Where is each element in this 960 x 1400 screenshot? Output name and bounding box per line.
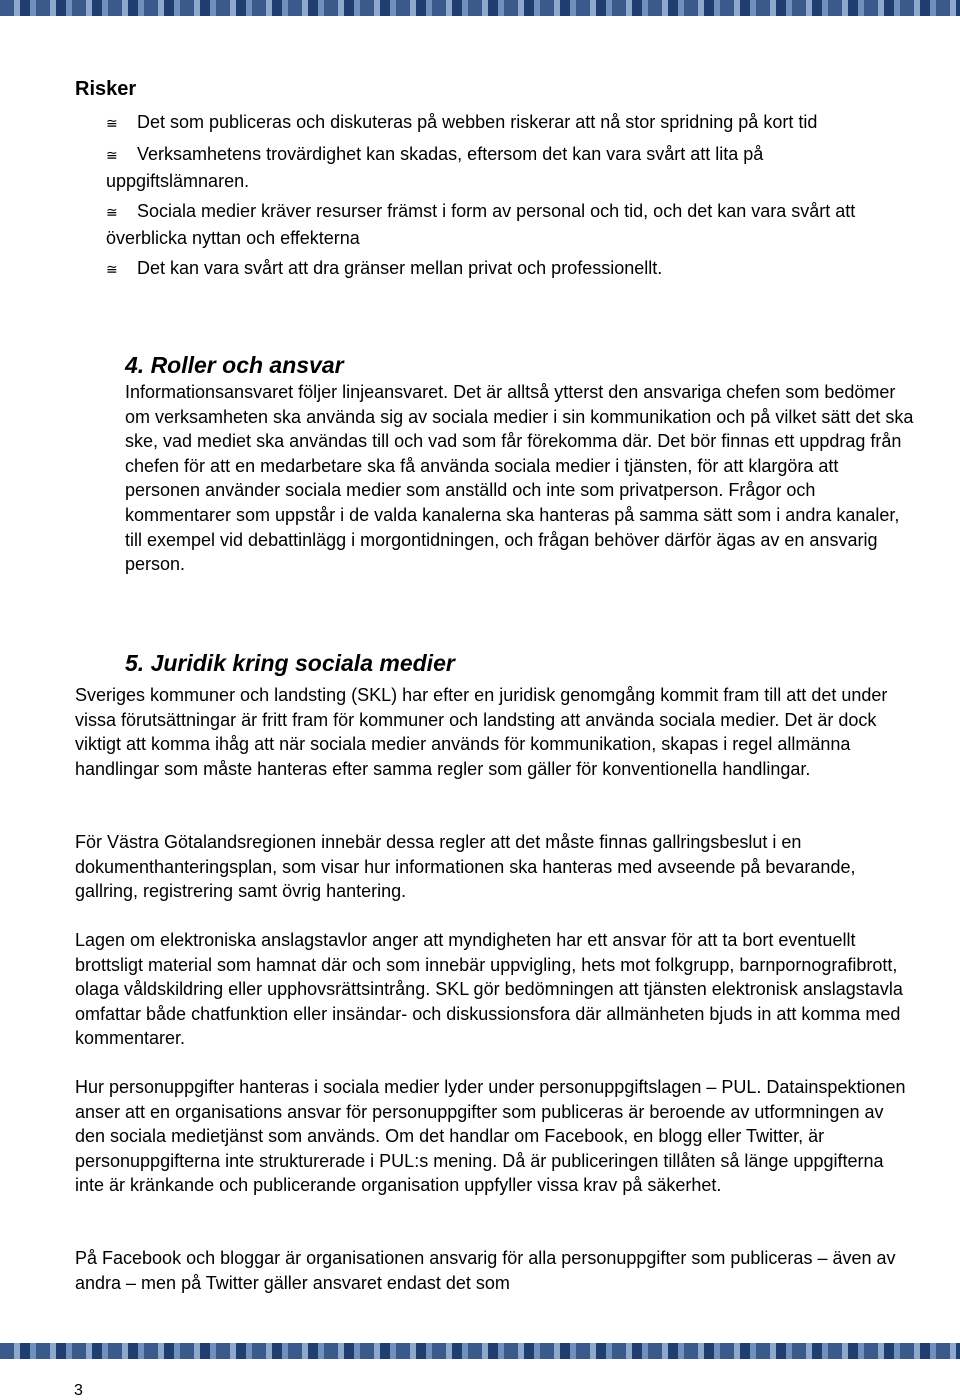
risk-item	[106, 110, 896, 137]
section-5-paragraph: Hur personuppgifter hanteras i sociala medier lyder under personuppgiftslagen – PUL. Datainspektionen anser att en organisations ansvar för personuppgifter som publiceras är beroende av utformningen av den sociala medietjänst som används. Om det handlar om Facebook, en blogg eller Twitter, är personuppgifterna inte strukturerade i PUL:s mening. Då är publiceringen tillåten så länge uppgifterna inte är kränkande och publicerande organisation uppfyller vissa krav på säkerhet.	[75, 1077, 906, 1196]
risk-item-text: Sociala medier kräver resurser främst i form av personal och tid, och det kan vara svårt att överblicka nyttan och effekterna	[106, 201, 856, 248]
footer-decorative-band	[0, 1343, 960, 1359]
risk-list	[106, 110, 896, 288]
risks-heading: Risker	[75, 78, 137, 100]
section-5-paragraph: För Västra Götalandsregionen innebär dessa regler att det måste finnas gallringsbeslut i en dokumenthanteringsplan, som visar hur informationen ska hanteras med avseende på bevarande, gallring, registrering samt övrig hantering.	[75, 832, 856, 902]
bullet-icon: ≅	[106, 205, 118, 221]
risk-item	[106, 256, 896, 283]
section-4-body: Informationsansvaret följer linjeansvaret. Det är alltså ytterst den ansvariga chefen som bedömer om verksamheten ska använda sig av sociala medier i sin kommunikation och på vilket sätt det ska ske, vad mediet ska användas till och vad som får förekomma där. Det bör finnas ett uppdrag från chefen för att en medarbetare ska få använda sociala medier i tjänsten, för att klargöra att personen använder sociala medier som anställd och inte som privatperson. Frågor och kommentarer som uppstår i de valda kanalerna ska hanteras på samma sätt som i andra kanaler, till exempel vid debattinlägg i morgontidningen, och frågan behöver därför ägas av en ansvarig person.	[125, 382, 914, 575]
page-number: 3	[74, 1382, 83, 1399]
section-5-paragraph: Lagen om elektroniska anslagstavlor anger att myndigheten har ett ansvar för att ta bort eventuellt brottsligt material som hamnat där och som innebär uppvigling, hets mot folkgrupp, barnpornografibrott, olaga våldskildring eller upphovsrättsintrång. SKL gör bedömningen att tjänsten elektronisk anslagstavla omfattar både chatfunktion eller insändar- och diskussionsfora där allmänheten bjuds in att komma med kommentarer.	[75, 930, 903, 1049]
risk-item	[106, 142, 896, 194]
section-5-paragraph: På Facebook och bloggar är organisationen ansvarig för alla personuppgifter som publiceras – även av andra – men på Twitter gäller ansvaret endast det som	[75, 1248, 896, 1293]
risk-item-text: Det kan vara svårt att dra gränser mellan privat och professionellt.	[137, 258, 663, 278]
bullet-icon: ≅	[106, 262, 118, 278]
risk-item	[106, 199, 896, 251]
section-5-paragraph: Sveriges kommuner och landsting (SKL) har efter en juridisk genomgång kommit fram till att det under vissa förutsättningar är fritt fram för kommuner och landsting att använda sociala medier. Det är dock viktigt att komma ihåg att när sociala medier används för kommunikation, skapas i regel allmänna handlingar som måste hanteras efter samma regler som gäller för konventionella handlingar.	[75, 685, 888, 779]
section-4-heading: 4. Roller och ansvar	[125, 352, 344, 378]
bullet-icon: ≅	[106, 116, 118, 132]
header-decorative-band	[0, 0, 960, 16]
risk-item-text: Det som publiceras och diskuteras på webben riskerar att nå stor spridning på kort tid	[137, 112, 818, 132]
bullet-icon: ≅	[106, 148, 118, 164]
section-5-heading: 5. Juridik kring sociala medier	[125, 650, 455, 676]
risk-item-text: Verksamhetens trovärdighet kan skadas, eftersom det kan vara svårt att lita på uppgiftslämnaren.	[106, 144, 764, 191]
